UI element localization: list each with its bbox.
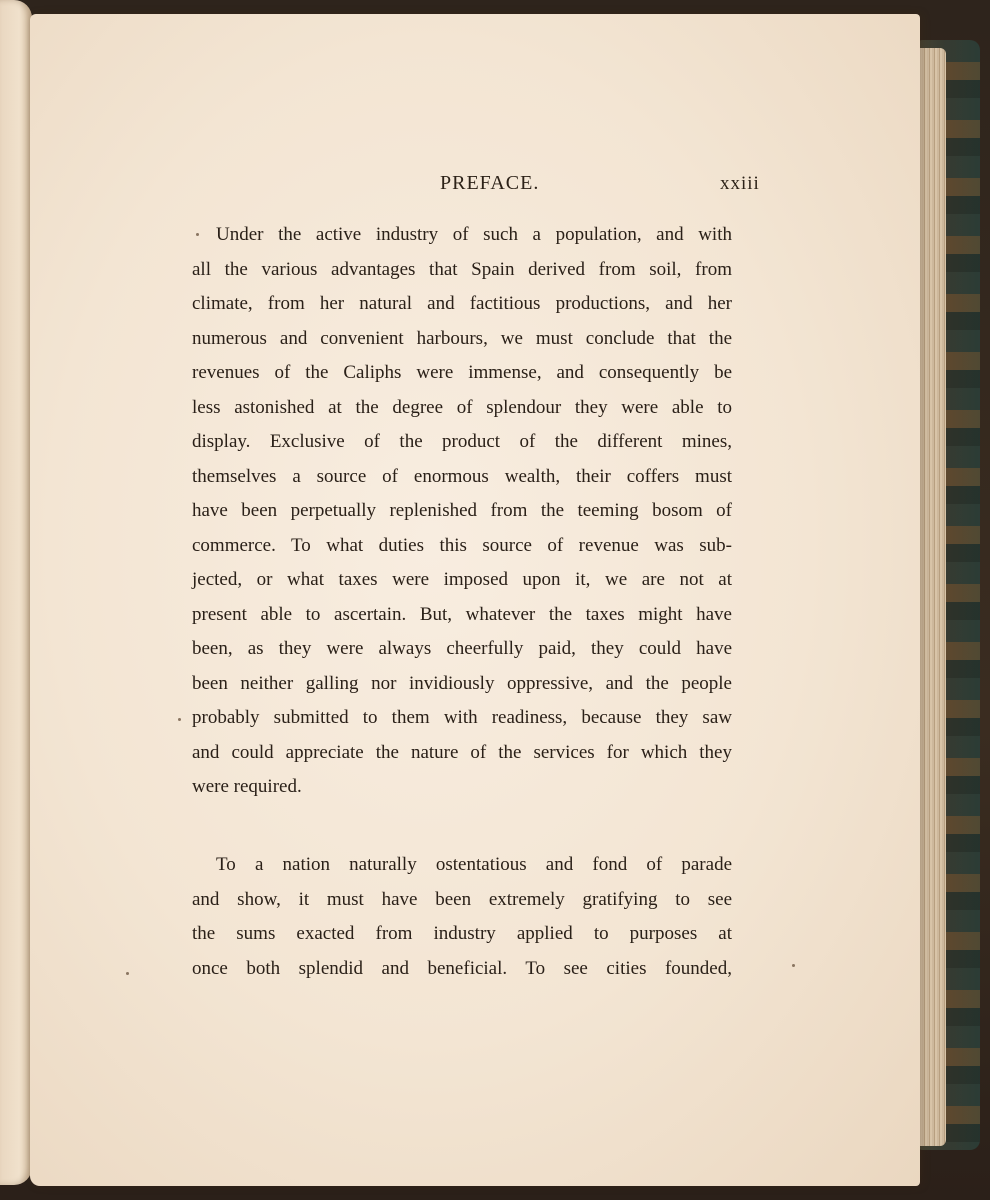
page-title: PREFACE. — [440, 172, 540, 194]
text-line: Under the active industry of such a population, and with — [216, 224, 732, 245]
facing-page-edge — [0, 0, 32, 1185]
text-line: the sums exacted from industry applied to purposes at — [192, 923, 732, 944]
text-line: climate, from her natural and factitious productions, and her — [192, 293, 732, 314]
text-line: revenues of the Caliphs were immense, and consequently be — [192, 362, 732, 383]
text-line: been, as they were always cheerfully paid, they could have — [192, 638, 732, 659]
text-line: less astonished at the degree of splendour they were able to — [192, 396, 732, 418]
paragraph-1 — [192, 218, 732, 805]
text-line: display. Exclusive of the product of the different mines, — [192, 431, 732, 452]
text-line: and show, it must have been extremely gratifying to see — [192, 888, 732, 910]
text-line: been neither galling nor invidiously oppressive, and the people — [192, 672, 732, 694]
page-number: xxiii — [720, 173, 760, 194]
paper-speck — [126, 972, 129, 975]
paper-speck — [792, 964, 795, 967]
text-line: were required. — [192, 776, 302, 797]
paper-speck — [196, 233, 199, 236]
text-line: and could appreciate the nature of the services for which they — [192, 741, 732, 763]
running-head — [30, 160, 920, 200]
text-line: once both splendid and beneficial. To see cities founded, — [192, 957, 732, 979]
text-line: have been perpetually replenished from the teeming bosom of — [192, 500, 732, 521]
text-line: commerce. To what duties this source of revenue was sub- — [192, 534, 732, 556]
text-line: present able to ascertain. But, whatever the taxes might have — [192, 603, 732, 625]
text-line: probably submitted to them with readiness, because they saw — [192, 707, 732, 728]
paragraph-2 — [192, 848, 732, 986]
text-line: jected, or what taxes were imposed upon it, we are not at — [192, 569, 732, 590]
paper-speck — [178, 718, 181, 721]
text-line: To a nation naturally ostentatious and fond of parade — [216, 854, 732, 875]
text-line: themselves a source of enormous wealth, their coffers must — [192, 465, 732, 487]
text-line: all the various advantages that Spain derived from soil, from — [192, 258, 732, 280]
text-line: numerous and convenient harbours, we must conclude that the — [192, 327, 732, 349]
